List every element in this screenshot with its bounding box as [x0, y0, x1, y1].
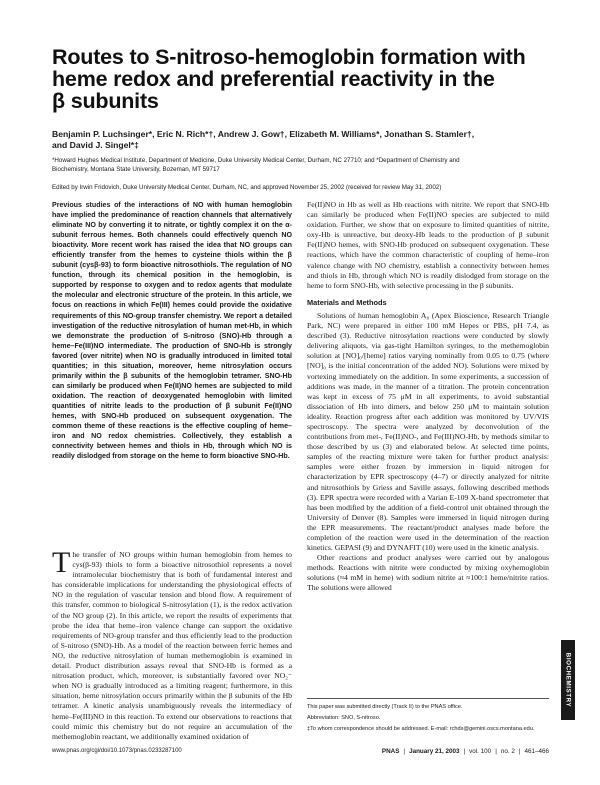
section-tab	[561, 640, 575, 720]
footnote: This paper was submitted directly (Track II) to the PNAS office.	[307, 704, 463, 710]
article-title: Routes to S-nitroso-hemoglobin formation with heme redox and preferential reactivity in the β subunits	[52, 45, 526, 113]
right-column	[307, 200, 549, 594]
author-list: Benjamin P. Luchsinger*, Eric N. Rich*†, Andrew J. Gow†, Elizabeth M. Williams*, Jonathan S. Stamler†, and David J. Singel*‡	[52, 129, 475, 150]
volume: vol. 100	[469, 748, 492, 755]
intro-continued: Fe(II)NO in Hb as well as Hb reactions with nitrite. We report that SNO-Hb can similarly be produced when Fe(II)NO species are subjected to mild oxidation. Further, we show that on exposure to limited quantities of nitrite, oxy-Hb is unreactive, but deoxy-Hb leads to the production of β subunit Fe(II)NO hemes, with SNO-Hb produced on subsequent oxygenation. These reactions, which have the common characteristic of coupling of heme–iron valence change with NO chemistry, establish a connectivity between hemes and thiols in Hb, through which NO is readily dislodged from storage on the heme to form SNO-Hb, with selective processing in the β subunits.	[307, 200, 549, 290]
affiliations: *Howard Hughes Medical Institute, Department of Medicine, Duke University Medical Center, Durham, NC 27710; and *Department of Chemistry and Biochemistry, Montana State University, Bozeman, MT 59717	[52, 157, 460, 173]
methods-heading: Materials and Methods	[307, 297, 387, 307]
footnote: ‡To whom correspondence should be addressed. E-mail: rchdx@gemini.oscs.montana.edu.	[307, 726, 535, 732]
introduction-text: he transfer of NO groups within human hemoglobin from hemes to cys(β-93) thiols to form a bioactive nitrosothiol represents a novel intramolecular biochemistry that is both of fundamental interest and has considerable implications for understanding the physiological effects of NO in the regulation of vascular tension and blood flow. A requirement of this transfer, common to biological S-nitrosylation (1), is the redox activation of the NO group (2). In this article, we report the results of experiments that probe the idea that heme–iron valence change can support the oxidative requirements of NO-group transfer and thus efficiently lead to the production of S-nitroso (SNO)-Hb. As a model of the reaction between ferric hemes and NO, the reductive nitrosylation of human methemoglobin is examined in detail. Product distribution assays reveal that SNO-Hb is formed as a nitrosation product, which, moreover, is substantially favored over NO₂⁻ when NO is gradually introduced as a limiting reagent; furthermore, in this situation, heme nitrosylation occurs primarily within the β subunits of the Hb tetramer. A kinetic analysis unambiguously reveals the intermediacy of heme–Fe(III)NO in this reaction. To extend our observations to reactions that could mimic this chemistry but do not require an accumulation of the methemoglobin reactant, we additionally examined oxidation of	[52, 550, 292, 741]
journal-name: PNAS	[381, 748, 400, 755]
page-range: 461–466	[524, 748, 549, 755]
abstract: Previous studies of the interactions of NO with human hemoglobin have implied the predominance of reaction channels that alternatively eliminate NO by converting it to nitrate, or tightly complex it on the α-subunit ferrous hemes. Both channels could effectively quench NO bioactivity. More recent work has raised the idea that NO groups can efficiently transfer from the hemes to cysteine thiols within the β subunit (cysβ-93) to form bioactive nitrosothiols. The regulation of NO function, through its chemical position in the hemoglobin, is supported by response to oxygen and to redox agents that modulate the molecular and electronic structure of the protein. In this article, we focus on reactions in which Fe(III) hemes could provide the oxidative requirements of this NO-group transfer chemistry. We report a detailed investigation of the reductive nitrosylation of human met-Hb, in which we demonstrate the production of S-nitroso (SNO)-Hb through a heme–Fe(III)NO intermediate. The production of SNO-Hb is strongly favored (over nitrite) when NO is gradually introduced in limited total quantities; in this situation, moreover, heme nitrosylation occurs primarily within the β subunits of the hemoglobin tetramer. SNO-Hb can similarly be produced when Fe(II)NO hemes are subjected to mild oxidation. The reaction of deoxygenated hemoglobin with limited quantities of nitrite leads to the production of β subunit Fe(II)NO hemes, with SNO-Hb produced on subsequent oxygenation. The common theme of these reactions is the effective coupling of heme–iron and NO redox chemistries. Collectively, they establish a connectivity between hemes and thiols in Hb, through which NO is readily dislodged from storage on the heme to form bioactive SNO-Hb.	[52, 201, 292, 461]
footnote-divider	[307, 698, 549, 699]
methods-paragraph: Other reactions and product analyses were carried out by analogous methods. Reactions with nitrite were conducted by mixing oxyhemoglobin solutions (≈4 mM in heme) with sodium nitrite at ≈100:1 heme/nitrite ratios. The solutions were allowed	[307, 553, 549, 593]
drop-cap: T	[52, 546, 71, 579]
section-tab-label: BIOCHEMISTRY	[564, 652, 572, 708]
methods-paragraph: Solutions of human hemoglobin A₀ (Apex Bioscience, Research Triangle Park, NC) were prepared in either 100 mM Hepes or PBS, pH 7.4, as described (3). Reductive nitrosylation reactions were conducted by slowly delivering aliquots, via gas-tight Hamilton syringes, to the methemoglobin solution at [NO]₀/[heme] ratios varying nominally from 0.05 to 0.75 (where [NO]₀ is the initial concentration of the added NO). Solutions were mixed by vortexing immediately on the addition. In some experiments, a succession of additions was made, in the manner of a titration. The protein concentration was kept in excess of 75 μM in all experiments, to avoid substantial dissociation of Hb into dimers, and below 250 μM to maintain solution ideality. Reaction progress after each addition was monitored by UV/VIS spectroscopy. The spectra were analyzed by deconvolution of the contributions from met-, Fe(II)NO-, and Fe(III)NO-Hb, by methods similar to those described by us (3) and elaborated below. At selected time points, samples of the reacting mixture were taken for further product analysis: samples were either frozen by immersion in liquid nitrogen for characterization by EPR spectroscopy (4–7) or directly analyzed for nitrite and nitrosothiols by Griess and Saville assays, following described methods (3). EPR spectra were recorded with a Varian E-109 X-band spectrometer that has been modified by the addition of a field-control unit obtained through the University of Denver (8). Samples were immersed in liquid nitrogen during the EPR measurements. The reactant/product analyses made before the completion of the reaction were used in the determination of the reaction kinetics. GEPASI (9) and DYNAFIT (10) were used in the kinetic analysis.	[307, 310, 549, 553]
doi-link[interactable]: www.pnas.org/cgi/doi/10.1073/pnas.0233287100	[52, 748, 182, 754]
introduction	[52, 546, 292, 742]
issue-date: January 21, 2003	[409, 748, 460, 755]
edited-by-line: Edited by Irwin Fridovich, Duke University Medical Center, Durham, NC, and approved November 25, 2002 (received for review May 31, 2002)	[52, 184, 442, 191]
footnotes	[307, 703, 549, 736]
footnote: Abbreviation: SNO, S-nitroso.	[307, 715, 381, 721]
issue-number: no. 2	[500, 748, 515, 755]
journal-citation: PNAS | January 21, 2003 | vol. 100 | no. 2 | 461–466	[381, 748, 549, 755]
